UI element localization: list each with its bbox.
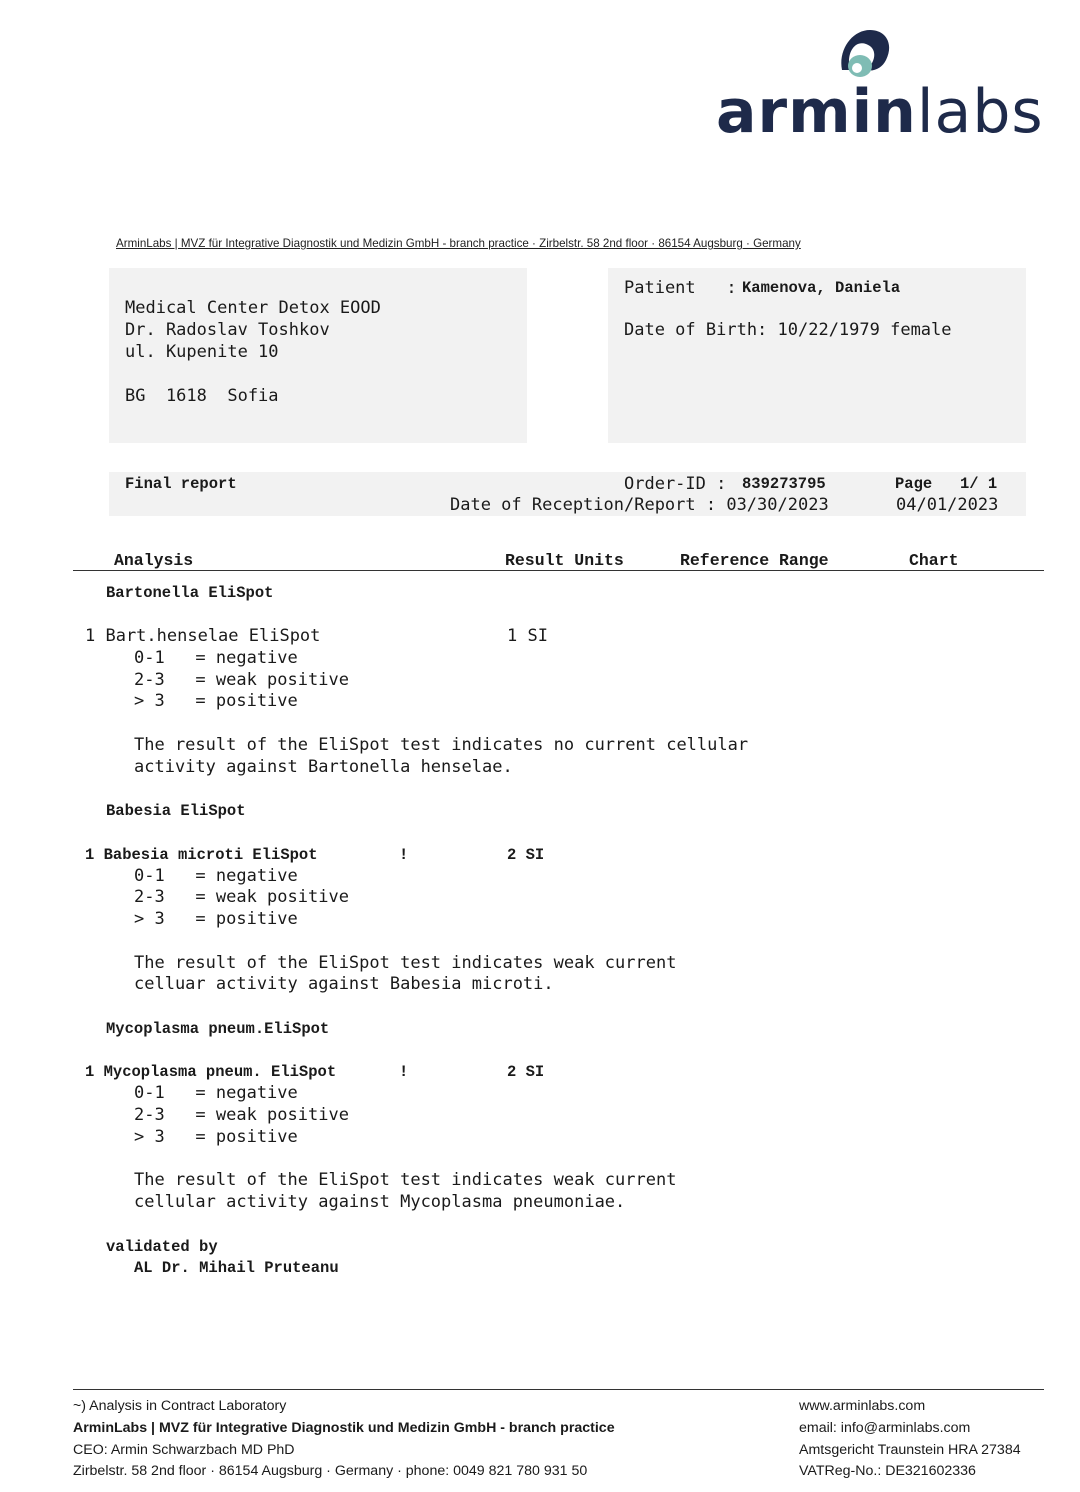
abnormal-flag: ! [399,846,409,864]
result-comment: The result of the EliSpot test indicates no current cellular [134,735,749,755]
validator-name: AL Dr. Mihail Pruteanu [134,1259,339,1277]
sender-address-line: ArminLabs | MVZ für Integrative Diagnostik und Medizin GmbH - branch practice · Zirbelstr. 58 2nd floor · 86154 Augsburg · Germany [116,237,801,250]
patient-label: Patient : [624,278,737,298]
reference-line: > 3 = positive [134,909,298,929]
column-result-units: Result Units [505,551,624,570]
patient-name: Kamenova, Daniela [742,279,901,297]
test-result: 1 SI [507,626,548,646]
reference-line: 0-1 = negative [134,1083,298,1103]
footer-ceo: CEO: Armin Schwarzbach MD PhD [73,1442,295,1458]
test-name: 1 Babesia microti EliSpot [85,846,318,864]
footer-contract-note: ~) Analysis in Contract Laboratory [73,1398,287,1414]
result-comment: activity against Bartonella henselae. [134,757,513,777]
page-label: Page [895,475,933,493]
section-title: Babesia EliSpot [106,802,246,820]
test-result: 2 SI [507,1063,545,1081]
column-reference-range: Reference Range [680,551,829,570]
reference-line: 2-3 = weak positive [134,670,349,690]
reference-line: 0-1 = negative [134,648,298,668]
test-result: 2 SI [507,846,545,864]
column-analysis: Analysis [114,551,194,570]
patient-dob: Date of Birth: 10/22/1979 female [624,320,952,340]
footer-divider [73,1389,1044,1390]
test-name: 1 Mycoplasma pneum. EliSpot [85,1063,337,1081]
page-value: 1/ 1 [960,475,998,493]
arminlabs-logo [712,26,1044,147]
address-line-3: ul. Kupenite 10 [125,342,279,362]
reception-date: Date of Reception/Report : 03/30/2023 [450,495,829,515]
validated-by-label: validated by [106,1238,218,1256]
section-title: Mycoplasma pneum.EliSpot [106,1020,330,1038]
reference-line: 0-1 = negative [134,866,298,886]
footer-address: Zirbelstr. 58 2nd floor · 86154 Augsburg · Germany · phone: 0049 821 780 931 50 [73,1463,588,1479]
test-name: 1 Bart.henselae EliSpot [85,626,321,646]
footer-vat: VATReg-No.: DE321602336 [799,1463,976,1479]
report-type: Final report [125,475,237,493]
footer-company: ArminLabs | MVZ für Integrative Diagnostik und Medizin GmbH - branch practice [73,1420,615,1436]
header-divider [73,570,1044,571]
order-id-value: 839273795 [742,475,826,493]
address-line-4: BG 1618 Sofia [125,386,279,406]
order-id-label: Order-ID : [624,474,727,494]
section-title: Bartonella EliSpot [106,584,274,602]
address-line-2: Dr. Radoslav Toshkov [125,320,330,340]
address-line-1: Medical Center Detox EOOD [125,298,381,318]
result-comment: celluar activity against Babesia microti. [134,974,554,994]
column-chart: Chart [909,551,959,570]
footer-register: Amtsgericht Traunstein HRA 27384 [799,1442,1021,1458]
result-comment: The result of the EliSpot test indicates weak current [134,1170,677,1190]
footer-website: www.arminlabs.com [799,1398,926,1414]
result-comment: The result of the EliSpot test indicates weak current [134,953,677,973]
footer-email: email: info@arminlabs.com [799,1420,971,1436]
abnormal-flag: ! [399,1063,409,1081]
result-comment: cellular activity against Mycoplasma pneumoniae. [134,1192,626,1212]
reference-line: > 3 = positive [134,691,298,711]
reference-line: 2-3 = weak positive [134,887,349,907]
reference-line: > 3 = positive [134,1127,298,1147]
reference-line: 2-3 = weak positive [134,1105,349,1125]
logo-wordmark: arminlabs [716,77,1044,147]
report-date: 04/01/2023 [896,495,999,515]
